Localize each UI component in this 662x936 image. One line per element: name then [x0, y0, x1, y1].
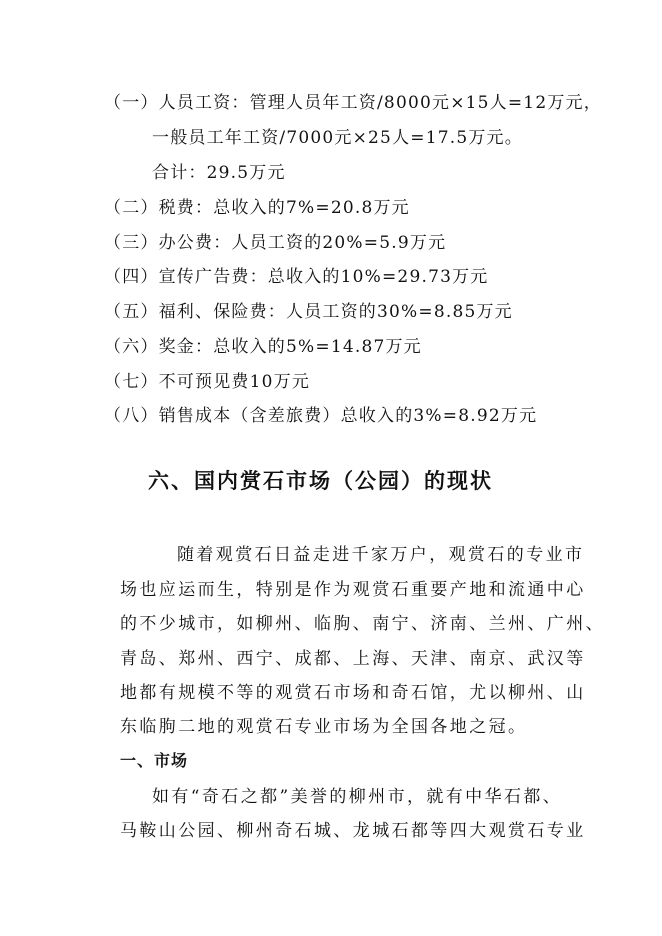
- budget-item-3: （三）办公费：人员工资的20%=5.9万元: [104, 233, 447, 253]
- sub-paragraph-line: 如有“奇石之都”美誉的柳州市，就有中华石都、: [152, 787, 563, 807]
- budget-item-4: （四）宣传广告费：总收入的10%=29.73万元: [104, 267, 489, 287]
- paragraph-line: 随着观赏石日益走进千家万户，观赏石的专业市: [177, 545, 585, 565]
- budget-item-1: （一）人员工资：管理人员年工资/8000元×15人=12万元，: [104, 93, 602, 113]
- budget-item-6: （六）奖金：总收入的5%=14.87万元: [104, 337, 422, 357]
- budget-item-1-total: 合计：29.5万元: [152, 163, 286, 183]
- paragraph-line: 东临朐二地的观赏石专业市场为全国各地之冠。: [120, 717, 528, 737]
- paragraph-line: 地都有规模不等的观赏石市场和奇石馆，尤以柳州、山: [120, 683, 586, 703]
- paragraph-line: 场也应运而生，特别是作为观赏石重要产地和流通中心: [120, 580, 586, 600]
- paragraph-line: 青岛、郑州、西宁、成都、上海、天津、南京、武汉等: [120, 649, 586, 669]
- paragraph-line: 的不少城市，如柳州、临朐、南宁、济南、兰州、广州、: [120, 614, 605, 634]
- budget-item-2: （二）税费：总收入的7%=20.8万元: [104, 198, 410, 218]
- section-title: 六、国内赏石市场（公园）的现状: [148, 469, 493, 493]
- subheading: 一、市场: [120, 751, 189, 770]
- budget-item-7: （七）不可预见费10万元: [104, 372, 311, 392]
- budget-item-5: （五）福利、保险费：人员工资的30%=8.85万元: [104, 302, 513, 322]
- sub-paragraph-line: 马鞍山公园、柳州奇石城、龙城石都等四大观赏石专业: [120, 821, 586, 841]
- budget-item-1-cont: 一般员工年工资/7000元×25人=17.5万元。: [152, 128, 523, 148]
- budget-item-8: （八）销售成本（含差旅费）总收入的3%=8.92万元: [104, 406, 538, 426]
